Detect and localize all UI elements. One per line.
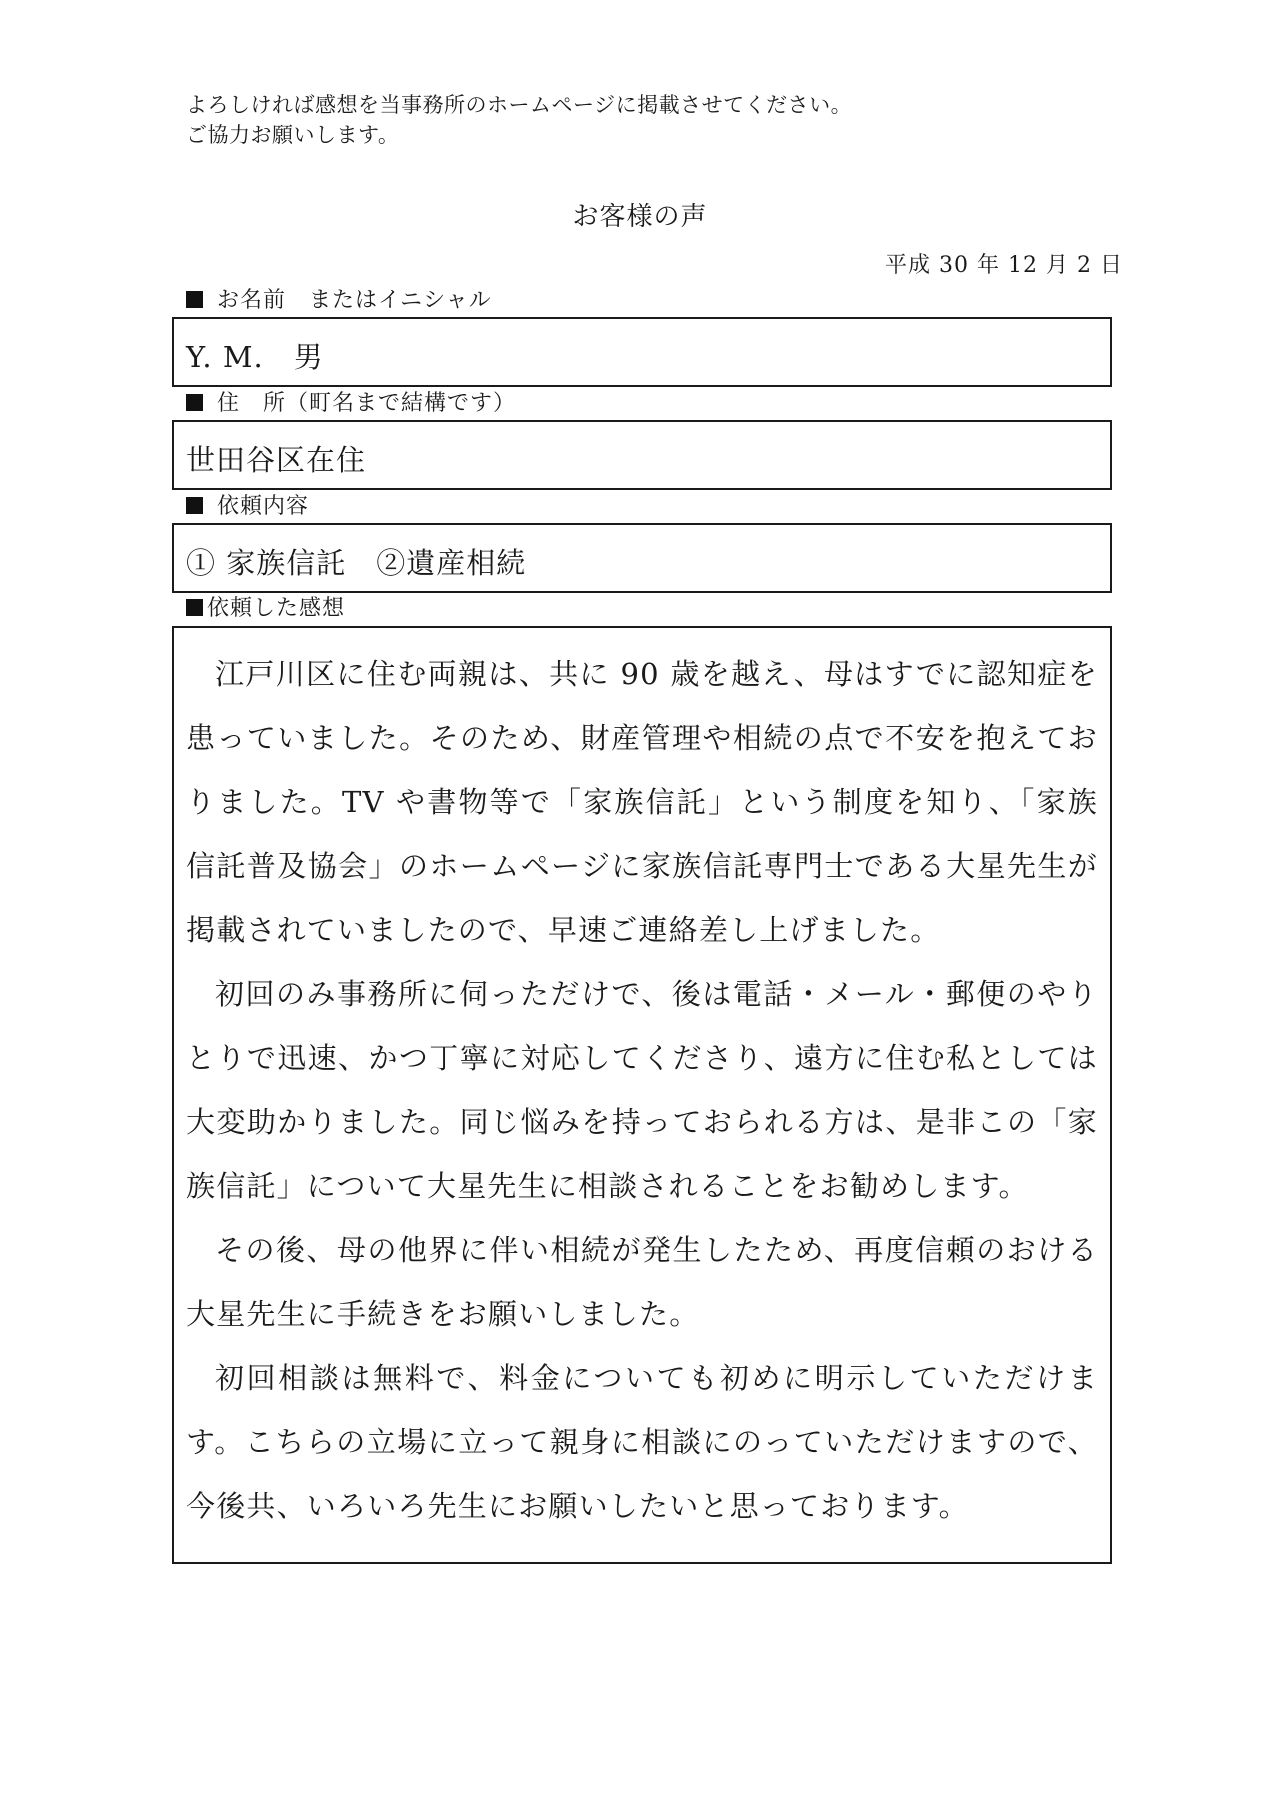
page-title: お客様の声	[572, 202, 708, 232]
intro-line-2: ご協力お願いします。	[186, 123, 400, 147]
address-value: 世田谷区在住	[186, 443, 367, 477]
impression-paragraph-4: 初回相談は無料で、料金についても初めに明示していただけます。こちらの立場に立って親身に相談にのっていただけますので、今後共、いろいろ先生にお願いしたいと思っております。	[186, 1361, 1098, 1523]
name-value: Y. M. 男	[186, 340, 324, 374]
name-section-label	[186, 288, 492, 314]
intro-line-1: よろしければ感想を当事務所のホームページに掲載させてください。	[186, 93, 853, 117]
request-box	[172, 523, 1112, 593]
impression-paragraph-1: 江戸川区に住む両親は、共に 90 歳を越え、母はすでに認知症を患っていました。そのため、財産管理や相続の点で不安を抱えておりました。TV や書物等で「家族信託」という制度を知り、「家族信託普及協会」のホームページに家族信託専門士である大星先生が掲載されていましたので、早速ご連絡差し上げました。	[186, 657, 1098, 947]
name-box	[172, 317, 1112, 387]
square-bullet-icon	[186, 497, 203, 514]
request-value: ① 家族信託 ②遺産相続	[186, 546, 527, 580]
square-bullet-icon	[186, 599, 203, 616]
address-label-text: 住 所（町名まで結構です）	[217, 391, 517, 416]
name-label-text: お名前 またはイニシャル	[217, 288, 492, 313]
impression-box	[172, 626, 1112, 1564]
square-bullet-icon	[186, 394, 203, 411]
impression-paragraph-3: その後、母の他界に伴い相続が発生したため、再度信頼のおける大星先生に手続きをお願いしました。	[186, 1233, 1098, 1331]
request-section-label	[186, 494, 309, 520]
request-label-text: 依頼内容	[217, 494, 310, 519]
impression-paragraph-2: 初回のみ事務所に伺っただけで、後は電話・メール・郵便のやりとりで迅速、かつ丁寧に対応してくださり、遠方に住む私としては大変助かりました。同じ悩みを持っておられる方は、是非この「家族信託」について大星先生に相談されることをお勧めします。	[186, 977, 1098, 1203]
address-box	[172, 420, 1112, 490]
document-date: 平成 30 年 12 月 2 日	[885, 253, 1123, 278]
intro-note	[186, 90, 852, 150]
address-section-label	[186, 391, 516, 417]
impression-label-text: 依頼した感想	[207, 596, 346, 621]
impression-section-label	[186, 596, 345, 622]
square-bullet-icon	[186, 291, 203, 308]
